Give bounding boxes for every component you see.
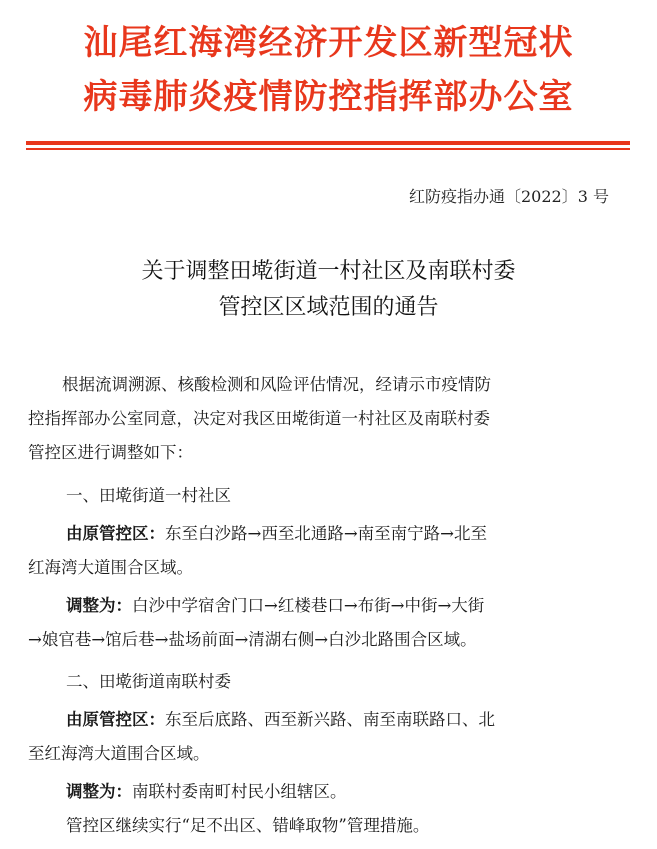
section-1-heading: 一、田墘街道一村社区: [66, 486, 231, 505]
section-2-original-text-1: 东至后底路、西至新兴路、南至南联路口、北: [165, 710, 495, 729]
issuer-header-line-1: 汕尾红海湾经济开发区新型冠状: [83, 23, 574, 63]
section-2-original: [28, 703, 628, 737]
section-2-original-text-2: 至红海湾大道围合区域。: [28, 744, 210, 763]
section-1-adjusted-label: 调整为：: [66, 596, 132, 615]
red-divider-thick: [26, 141, 630, 145]
intro-line-1: 根据流调溯源、核酸检测和风险评估情况，经请示市疫情防: [62, 375, 491, 394]
intro-line-3: 管控区进行调整如下：: [28, 443, 193, 462]
intro-paragraph: [28, 368, 628, 470]
closing-statement: 管控区继续实行“足不出区、错峰取物”管理措施。: [66, 816, 430, 835]
section-1-original-text-2: 红海湾大道围合区域。: [28, 558, 193, 577]
section-2: [28, 665, 628, 843]
section-1-adjusted-text-2: →娘官巷→馆后巷→盐场前面→清湖右侧→白沙北路围合区域。: [28, 630, 477, 649]
section-1: [28, 479, 628, 657]
intro-line-2: 控指挥部办公室同意，决定对我区田墘街道一村社区及南联村委: [28, 409, 490, 428]
section-1-original-text-1: 东至白沙路→西至北通路→南至南宁路→北至: [165, 524, 487, 543]
issuer-header-line-2: 病毒肺炎疫情防控指挥部办公室: [83, 77, 574, 117]
section-1-adjusted-text-1: 白沙中学宿舍门口→红楼巷口→布街→中街→大街: [132, 596, 485, 615]
section-2-adjusted: [28, 775, 628, 809]
notice-title-line-1: 关于调整田墘街道一村社区及南联村委: [141, 259, 516, 284]
section-2-original-label: 由原管控区：: [66, 710, 165, 729]
document-number: 红防疫指办通〔2022〕3 号: [409, 187, 609, 206]
red-divider-thin: [26, 148, 630, 150]
section-1-original-label: 由原管控区：: [66, 524, 165, 543]
section-2-heading: 二、田墘街道南联村委: [66, 672, 231, 691]
section-1-original: [28, 517, 628, 551]
notice-title-line-2: 管控区区域范围的通告: [218, 295, 439, 320]
section-1-adjusted: [28, 589, 628, 623]
section-2-adjusted-label: 调整为：: [66, 782, 132, 801]
section-2-adjusted-text: 南联村委南町村民小组辖区。: [132, 782, 347, 801]
